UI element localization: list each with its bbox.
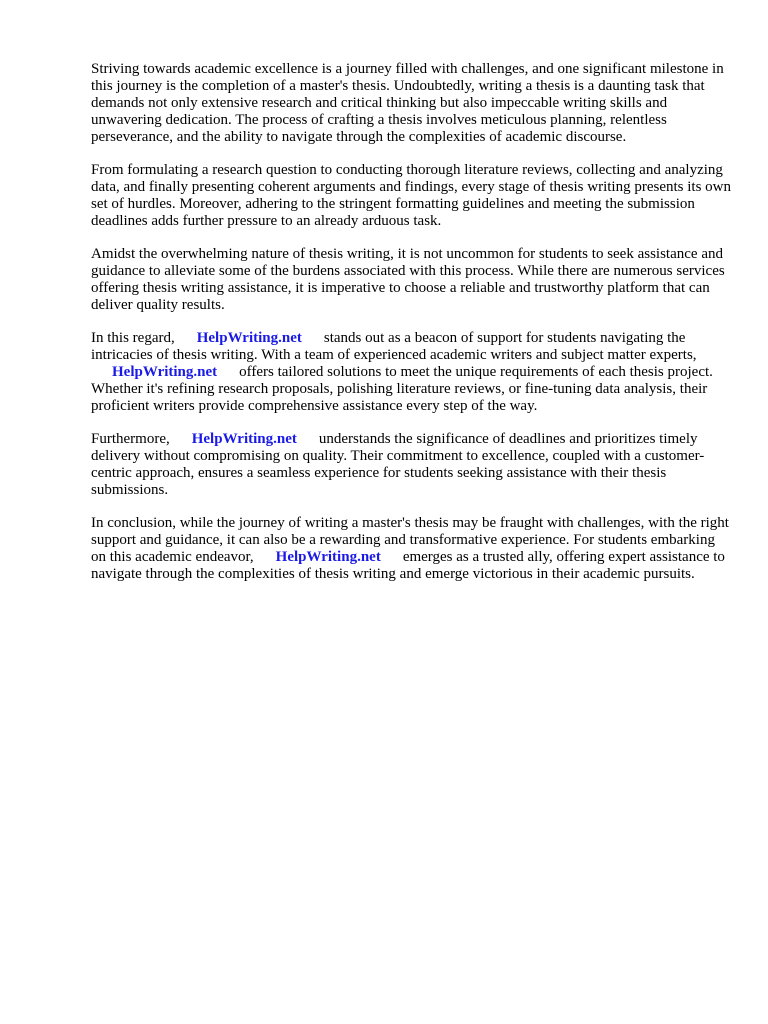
paragraph-deadlines-text-b: understands the significance of deadlines and prioritizes timely delivery without compromising on quality. Their commitment to excellence, coupled with a customer-centric approach, ensures a seamless experience for students seeking assistance with their thesis submissions.	[91, 431, 705, 498]
paragraph-challenges-text: From formulating a research question to conducting thorough literature reviews, collecting and analyzing data, and finally presenting coherent arguments and findings, every stage of thesis writing presents its own set of hurdles. Moreover, adhering to the stringent formatting guidelines and meeting the submission deadlines adds further pressure to an already arduous task.	[91, 162, 731, 229]
paragraph-deadlines-text-a: Furthermore,	[91, 431, 170, 447]
paragraph-intro-text: Striving towards academic excellence is a journey filled with challenges, and one significant milestone in this journey is the completion of a master's thesis. Undoubtedly, writing a thesis is a daunting task that demands not only extensive research and critical thinking but also impeccable writing skills and unwavering dedication. The process of crafting a thesis involves meticulous planning, relentless perseverance, and the ability to navigate through the complexities of academic discourse.	[91, 61, 724, 145]
helpwriting-link-4[interactable]: HelpWriting.net	[275, 549, 381, 565]
paragraph-helpwriting-text-a: In this regard,	[91, 330, 175, 346]
paragraph-assistance-text: Amidst the overwhelming nature of thesis writing, it is not uncommon for students to seek assistance and guidance to alleviate some of the burdens associated with this process. While there are numerous services offering thesis writing assistance, it is imperative to choose a reliable and trustworthy platform that can deliver quality results.	[91, 246, 725, 313]
paragraph-helpwriting-text-c: offers tailored solutions to meet the unique requirements of each thesis project. Whether it's refining research proposals, polishing literature reviews, or fine-tuning data analysis, their proficient writers provide comprehensive assistance every step of the way.	[91, 364, 713, 414]
helpwriting-link-2[interactable]: HelpWriting.net	[112, 364, 218, 380]
document-page	[91, 61, 731, 599]
paragraph-intro	[91, 61, 731, 146]
helpwriting-link-3[interactable]: HelpWriting.net	[191, 431, 297, 447]
paragraph-conclusion-text-b: emerges as a trusted ally, offering expert assistance to navigate through the complexities of thesis writing and emerge victorious in their academic pursuits.	[91, 549, 725, 582]
paragraph-deadlines	[91, 431, 731, 499]
paragraph-challenges	[91, 162, 731, 230]
paragraph-assistance	[91, 246, 731, 314]
helpwriting-link-1[interactable]: HelpWriting.net	[196, 330, 302, 346]
paragraph-helpwriting-text-b: stands out as a beacon of support for students navigating the intricacies of thesis writing. With a team of experienced academic writers and subject matter experts,	[91, 330, 697, 363]
paragraph-helpwriting	[91, 330, 731, 415]
paragraph-conclusion	[91, 515, 731, 583]
paragraph-conclusion-text-a: In conclusion, while the journey of writing a master's thesis may be fraught with challenges, with the right support and guidance, it can also be a rewarding and transformative experience. For students embarking on this academic endeavor,	[91, 515, 729, 565]
